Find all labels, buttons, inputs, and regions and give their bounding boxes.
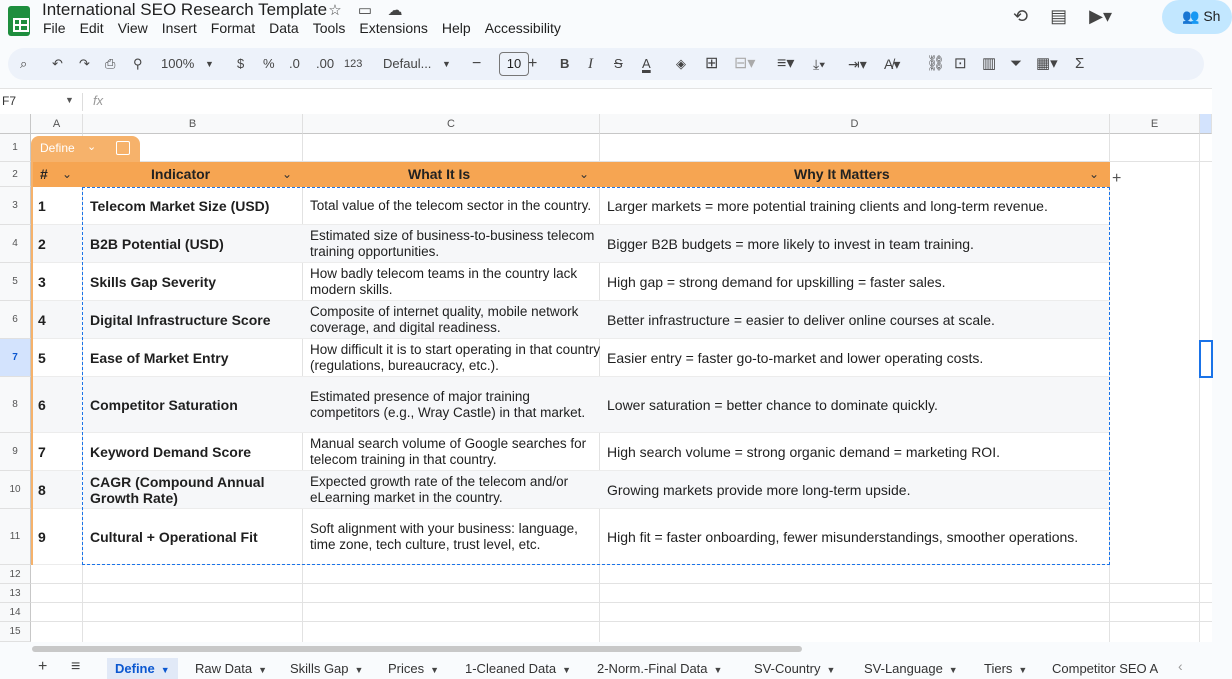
table-row[interactable] <box>31 509 1110 565</box>
row-header-13[interactable]: 13 <box>0 584 31 603</box>
chevron-down-icon[interactable]: ▼ <box>1018 665 1028 675</box>
row-what: How difficult it is to start operating in that country (regulations, bureaucracy, etc.). <box>310 341 601 373</box>
chevron-down-icon[interactable]: ▼ <box>948 665 958 675</box>
name-box-chevron-down-icon[interactable]: ▼ <box>65 95 74 105</box>
table-menu-chevron-down-icon[interactable]: ⌄ <box>87 141 97 153</box>
sheet-tab-label: Tiers <box>984 661 1013 676</box>
cloud-status-icon[interactable]: ☁ <box>387 2 403 19</box>
row-indicator: Skills Gap Severity <box>90 274 217 290</box>
sheet-tab-label: 1-Cleaned Data <box>465 661 557 676</box>
functions-button[interactable]: Σ <box>1075 55 1085 72</box>
menu-insert[interactable]: Insert <box>161 20 197 36</box>
row-header-10[interactable]: 10 <box>0 471 31 509</box>
print-icon[interactable]: ⎙ <box>105 56 116 71</box>
share-button[interactable] <box>1162 0 1232 34</box>
table-row[interactable] <box>31 187 1110 225</box>
sheet-tab-define[interactable] <box>107 658 178 679</box>
chevron-down-icon[interactable]: ▼ <box>258 665 267 675</box>
row-why: Growing markets provide more long-term upside. <box>607 482 911 498</box>
table-row[interactable] <box>31 263 1110 301</box>
italic-button[interactable]: I <box>588 56 593 72</box>
insert-comment-icon[interactable]: ⊡ <box>954 55 967 72</box>
header-right-actions <box>1013 6 1112 27</box>
row-header-7[interactable]: 7 <box>0 339 31 377</box>
header-num: # <box>40 166 48 182</box>
comments-icon[interactable]: ▤ <box>1050 6 1068 26</box>
version-history-icon[interactable]: ⟲ <box>1013 6 1029 26</box>
row-what: How badly telecom teams in the country lack modern skills. <box>310 265 578 297</box>
column-header-e[interactable]: E <box>1110 114 1200 134</box>
table-row[interactable] <box>31 433 1110 471</box>
sheet-tab-label: 2-Norm.-Final Data <box>597 661 708 676</box>
row-num: 9 <box>38 529 46 545</box>
sheet-tab-cleaned-data[interactable] <box>457 658 579 679</box>
menu-format[interactable]: Format <box>210 20 256 36</box>
vertical-align-icon[interactable]: ⤓▾ <box>813 56 826 72</box>
row-why: Better infrastructure = easier to deliver online courses at scale. <box>607 312 995 328</box>
row-what: Expected growth rate of the telecom and/or eLearning market in the country. <box>310 473 569 505</box>
horizontal-align-icon[interactable]: ≡▾ <box>777 55 795 72</box>
row-why: Bigger B2B budgets = more likely to invest in team training. <box>607 236 974 252</box>
select-all-corner[interactable] <box>0 114 31 134</box>
strikethrough-button[interactable]: S <box>614 56 623 71</box>
row-header-1[interactable]: 1 <box>0 134 31 162</box>
decrease-decimal-button[interactable]: .0 <box>289 56 300 71</box>
row-header-15[interactable]: 15 <box>0 622 31 642</box>
row-what: Composite of internet quality, mobile network coverage, and digital readiness. <box>310 303 579 335</box>
active-cell-f7[interactable] <box>1199 340 1213 378</box>
fx-icon: fx <box>93 93 104 108</box>
table-row[interactable] <box>31 301 1110 339</box>
row-indicator: Keyword Demand Score <box>90 444 252 460</box>
document-title[interactable]: International SEO Research Template <box>42 0 328 19</box>
more-formats-button[interactable]: 123 <box>344 58 363 70</box>
bold-button[interactable]: B <box>560 56 570 71</box>
row-indicator: Telecom Market Size (USD) <box>90 198 270 214</box>
zoom-select[interactable]: 100% <box>161 56 195 71</box>
menu-accessibility[interactable]: Accessibility <box>484 20 561 36</box>
header-num-filter-chevron-icon[interactable]: ⌄ <box>62 167 73 181</box>
sheet-tab-label: Competitor SEO A <box>1052 661 1159 676</box>
row-num: 3 <box>38 274 46 290</box>
chevron-down-icon[interactable]: ▼ <box>826 665 836 675</box>
header-what: What It Is <box>408 166 471 182</box>
row-num: 8 <box>38 482 46 498</box>
sheet-tab-prices[interactable] <box>380 658 447 679</box>
gridline <box>31 621 1212 622</box>
sheet-tab-label: Define <box>115 661 155 676</box>
decrease-font-size-icon[interactable]: − <box>472 55 482 72</box>
row-num: 2 <box>38 236 46 252</box>
row-num: 4 <box>38 312 46 328</box>
column-header-d[interactable]: D <box>600 114 1110 134</box>
row-why: High fit = faster onboarding, fewer misunderstandings, smoother operations. <box>607 529 1079 545</box>
row-header-11[interactable]: 11 <box>0 509 31 565</box>
meet-icon[interactable]: ▶▾ <box>1089 6 1112 26</box>
table-header-row <box>31 162 1110 187</box>
row-why: High search volume = strong organic demand = marketing ROI. <box>607 444 1000 460</box>
text-color-button[interactable]: A <box>642 56 651 71</box>
row-why: Easier entry = faster go-to-market and lower operating costs. <box>607 350 984 366</box>
row-what: Manual search volume of Google searches for telecom training in that country. <box>310 435 587 467</box>
title-actions <box>327 1 403 19</box>
increase-font-size-icon[interactable]: + <box>528 55 538 72</box>
column-header-c[interactable]: C <box>303 114 600 134</box>
table-name-tab[interactable] <box>31 136 140 162</box>
formula-bar <box>0 88 1212 114</box>
title-bar <box>0 0 1221 44</box>
sheet-tab-tiers[interactable] <box>976 658 1035 679</box>
row-header-8[interactable]: 8 <box>0 377 31 433</box>
row-why: Lower saturation = better chance to dominate quickly. <box>607 397 938 413</box>
row-what: Estimated presence of major training competitors (e.g., Wray Castle) in that market. <box>310 388 586 420</box>
sheet-tab-competitor-seo[interactable] <box>1044 658 1168 679</box>
spreadsheet-grid[interactable] <box>0 114 1212 642</box>
text-rotation-icon[interactable]: A̸▾ <box>884 56 901 72</box>
row-header-5[interactable]: 5 <box>0 263 31 301</box>
filter-views-icon[interactable]: ▦▾ <box>1036 55 1058 72</box>
row-what: Total value of the telecom sector in the country. <box>310 197 592 213</box>
row-why: Larger markets = more potential training clients and long-term revenue. <box>607 198 1048 214</box>
font-chevron-down-icon[interactable]: ▼ <box>442 59 451 69</box>
sheets-logo-icon[interactable] <box>8 6 30 36</box>
header-indicator: Indicator <box>151 166 211 182</box>
fill-color-icon[interactable]: ◈ <box>676 56 686 71</box>
row-num: 1 <box>38 198 46 214</box>
row-indicator: B2B Potential (USD) <box>90 236 224 252</box>
table-left-border <box>31 162 33 565</box>
sheet-tab-label: Raw Data <box>195 661 253 676</box>
row-what: Soft alignment with your business: language, time zone, tech culture, trust level, etc. <box>310 520 578 552</box>
menu-tools[interactable]: Tools <box>312 20 346 36</box>
sheet-tab-sv-language[interactable] <box>856 658 966 679</box>
gridline <box>31 602 1212 603</box>
font-size-input[interactable]: 10 <box>499 52 529 76</box>
move-folder-icon[interactable]: ▭ <box>357 2 373 19</box>
sheet-tab-label: Skills Gap <box>290 661 349 676</box>
scroll-tabs-left-icon[interactable]: ‹ <box>1178 658 1183 674</box>
borders-icon[interactable]: ⊞ <box>705 55 719 72</box>
column-header-f[interactable] <box>1200 114 1212 134</box>
gridline <box>1199 134 1200 642</box>
sheet-tab-bar <box>0 656 1212 679</box>
search-menus-icon[interactable]: ⌕ <box>20 56 28 71</box>
sheet-tab-raw-data[interactable] <box>187 658 275 679</box>
filter-icon[interactable]: ⏷ <box>1010 55 1023 72</box>
sheet-tab-norm-final-data[interactable] <box>589 658 730 679</box>
table-name: Define <box>40 141 75 155</box>
menu-view[interactable]: View <box>117 20 148 36</box>
table-view-icon[interactable] <box>116 141 130 155</box>
column-header-a[interactable]: A <box>31 114 83 134</box>
chevron-down-icon[interactable]: ▼ <box>354 665 364 675</box>
menu-edit[interactable]: Edit <box>79 20 104 36</box>
table-row[interactable] <box>31 377 1110 433</box>
paint-format-icon[interactable]: ⚲ <box>133 56 143 71</box>
table-row[interactable] <box>31 471 1110 509</box>
zoom-chevron-down-icon[interactable]: ▼ <box>205 59 214 69</box>
sheet-tab-label: Prices <box>388 661 425 676</box>
chevron-down-icon[interactable]: ▼ <box>160 665 170 675</box>
all-sheets-icon[interactable]: ≡ <box>71 658 81 675</box>
row-num: 7 <box>38 444 46 460</box>
row-num: 6 <box>38 397 46 413</box>
redo-icon[interactable]: ↷ <box>79 56 90 71</box>
star-icon[interactable]: ☆ <box>328 2 342 19</box>
text-wrapping-icon[interactable]: ⇥▾ <box>848 56 867 72</box>
sheet-tab-sv-country[interactable] <box>746 658 843 679</box>
font-select[interactable]: Defaul... <box>383 56 432 71</box>
name-box[interactable]: F7 <box>2 94 17 108</box>
table-row[interactable] <box>31 225 1110 263</box>
sheet-tab-skills-gap[interactable] <box>282 658 371 679</box>
menu-help[interactable]: Help <box>441 20 471 36</box>
gridline <box>31 583 1212 584</box>
row-header-4[interactable]: 4 <box>0 225 31 263</box>
row-header-6[interactable]: 6 <box>0 301 31 339</box>
chevron-down-icon[interactable]: ▼ <box>713 665 723 675</box>
header-indicator-filter-chevron-icon[interactable]: ⌄ <box>282 167 293 181</box>
undo-icon[interactable]: ↶ <box>52 56 63 71</box>
menu-file[interactable]: File <box>43 20 66 36</box>
row-why: High gap = strong demand for upskilling = faster sales. <box>607 274 946 290</box>
horizontal-scrollbar[interactable] <box>32 646 802 652</box>
menu-extensions[interactable]: Extensions <box>359 20 428 36</box>
formula-separator <box>82 93 83 111</box>
row-indicator: Ease of Market Entry <box>90 350 229 366</box>
menu-bar <box>43 20 561 36</box>
menu-data[interactable]: Data <box>269 20 299 36</box>
row-indicator: CAGR (Compound Annual Growth Rate) <box>90 474 265 506</box>
row-header-3[interactable]: 3 <box>0 187 31 225</box>
row-header-2[interactable]: 2 <box>0 162 31 187</box>
share-label: Sh <box>1203 8 1221 24</box>
insert-link-icon[interactable]: ⛓ <box>926 55 946 72</box>
percent-format-button[interactable]: % <box>263 56 275 71</box>
chevron-down-icon[interactable]: ▼ <box>430 665 440 675</box>
row-indicator: Cultural + Operational Fit <box>90 529 258 545</box>
toolbar <box>8 48 1204 80</box>
row-header-14[interactable]: 14 <box>0 603 31 622</box>
chevron-down-icon[interactable]: ▼ <box>562 665 571 675</box>
sheet-tab-label: SV-Country <box>754 661 821 676</box>
row-header-9[interactable]: 9 <box>0 433 31 471</box>
header-why: Why It Matters <box>794 166 890 182</box>
header-why-filter-chevron-icon[interactable]: ⌄ <box>1089 167 1100 181</box>
row-indicator: Competitor Saturation <box>90 397 238 413</box>
row-header-12[interactable]: 12 <box>0 565 31 584</box>
table-row[interactable] <box>31 339 1110 377</box>
column-header-b[interactable]: B <box>83 114 303 134</box>
row-num: 5 <box>38 350 46 366</box>
row-indicator: Digital Infrastructure Score <box>90 312 271 328</box>
add-sheet-icon[interactable]: + <box>38 658 48 675</box>
increase-decimal-button[interactable]: .00 <box>316 56 335 71</box>
sheet-tab-label: SV-Language <box>864 661 943 676</box>
add-column-icon[interactable]: + <box>1112 170 1122 187</box>
insert-chart-icon[interactable]: ▥ <box>982 55 997 72</box>
row-what: Estimated size of business-to-business telecom training opportunities. <box>310 227 595 259</box>
currency-format-button[interactable]: $ <box>237 56 245 71</box>
merge-cells-icon[interactable]: ⊟▾ <box>734 55 756 72</box>
share-people-icon: 👥 <box>1182 8 1200 24</box>
header-what-filter-chevron-icon[interactable]: ⌄ <box>579 167 590 181</box>
